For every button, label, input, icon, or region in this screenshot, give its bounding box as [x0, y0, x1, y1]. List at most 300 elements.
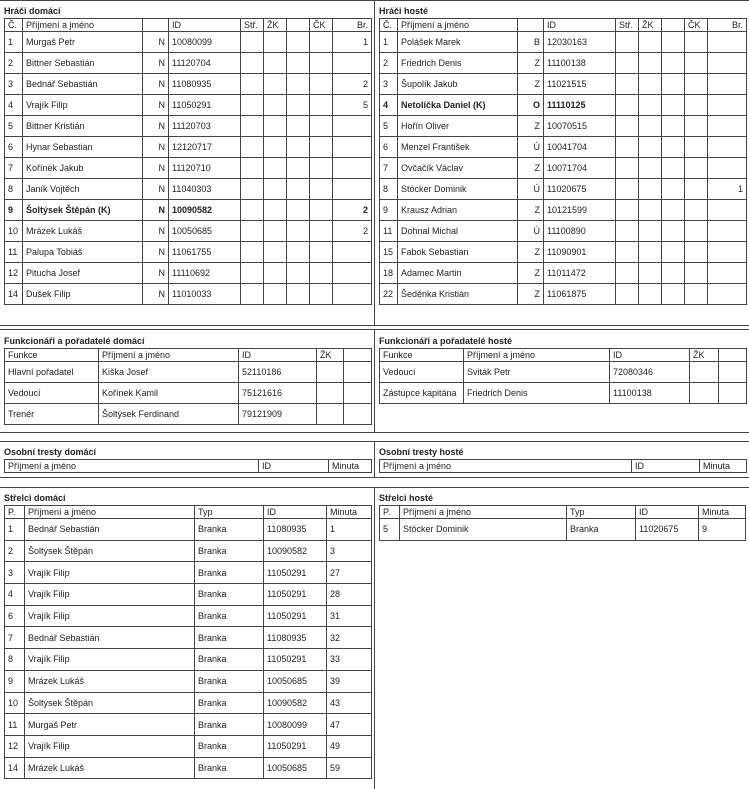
home-players-title: Hráči domácí	[4, 6, 61, 16]
cell-substitution	[241, 158, 264, 179]
player-position: Z	[518, 53, 544, 74]
table-header-row	[380, 349, 747, 362]
cell-red-card	[310, 179, 333, 200]
cell-yellow-card-2	[287, 284, 310, 305]
col-header: Příjmení a jméno	[400, 506, 567, 519]
player-number: 6	[380, 137, 398, 158]
table-row	[5, 53, 372, 74]
col-header: ID	[544, 19, 616, 32]
scorer-id: 11020675	[636, 519, 699, 541]
goal-type: Branka	[195, 692, 264, 714]
player-name: Murgaš Petr	[23, 32, 143, 53]
table-row	[380, 32, 747, 53]
home-scorers-title: Střelci domácí	[4, 493, 66, 503]
cell-substitution	[616, 158, 639, 179]
player-id: 10041704	[544, 137, 616, 158]
cell-red-card	[685, 158, 708, 179]
player-number: 10	[5, 221, 23, 242]
scorer-name: Mrázek Lukáš	[25, 757, 195, 779]
col-header	[143, 19, 169, 32]
col-header: ID	[610, 349, 690, 362]
player-name: Palupa Tobiáš	[23, 242, 143, 263]
cell-yellow-card	[317, 362, 344, 383]
cell-yellow-card-2	[662, 95, 685, 116]
home-players-body	[5, 32, 372, 305]
player-id: 10070515	[544, 116, 616, 137]
player-id: 10050685	[169, 221, 241, 242]
table-row	[5, 137, 372, 158]
col-header: ŽK	[639, 19, 662, 32]
col-header: Příjmení a jméno	[99, 349, 239, 362]
table-row	[380, 284, 747, 305]
home-players-section	[4, 5, 372, 305]
col-header: Stř.	[616, 19, 639, 32]
goal-type: Branka	[195, 714, 264, 736]
cell-yellow-card	[639, 179, 662, 200]
player-goals	[333, 284, 372, 305]
goal-minute: 49	[327, 735, 372, 757]
away-penalties-section	[379, 446, 747, 473]
player-number: 3	[380, 74, 398, 95]
player-goals	[708, 263, 747, 284]
player-id: 12120717	[169, 137, 241, 158]
cell-substitution	[616, 179, 639, 200]
cell-yellow-card-2	[662, 179, 685, 200]
cell-extra	[719, 383, 747, 404]
cell-red-card	[685, 137, 708, 158]
scorer-id: 11050291	[264, 735, 327, 757]
cell-red-card	[685, 284, 708, 305]
table-row	[380, 53, 747, 74]
scorer-id: 11050291	[264, 649, 327, 671]
cell-substitution	[241, 95, 264, 116]
cell-yellow-card-2	[287, 263, 310, 284]
player-number: 7	[380, 158, 398, 179]
player-id: 11090901	[544, 242, 616, 263]
player-goals	[333, 53, 372, 74]
table-row	[5, 735, 372, 757]
cell-yellow-card-2	[287, 179, 310, 200]
goal-minute: 1	[327, 519, 372, 541]
player-position: Z	[518, 284, 544, 305]
home-penalties-title: Osobní tresty domácí	[4, 447, 97, 457]
cell-yellow-card	[264, 221, 287, 242]
table-row	[5, 284, 372, 305]
cell-yellow-card	[690, 383, 719, 404]
col-header: Příjmení a jméno	[25, 506, 195, 519]
player-goals	[333, 116, 372, 137]
goal-minute: 3	[327, 540, 372, 562]
cell-red-card	[310, 137, 333, 158]
goal-type: Branka	[195, 562, 264, 584]
player-number: 5	[380, 116, 398, 137]
player-id: 11120704	[169, 53, 241, 74]
player-name: Hořín Oliver	[398, 116, 518, 137]
cell-yellow-card-2	[662, 200, 685, 221]
scorer-name: Vrajík Filip	[25, 735, 195, 757]
player-number: 4	[380, 95, 398, 116]
cell-yellow-card	[264, 95, 287, 116]
cell-red-card	[310, 284, 333, 305]
player-goals: 2	[333, 221, 372, 242]
away-players-body	[380, 32, 747, 305]
cell-yellow-card	[264, 158, 287, 179]
table-row	[5, 179, 372, 200]
goal-order: 5	[380, 519, 400, 541]
cell-yellow-card-2	[662, 32, 685, 53]
player-number: 7	[5, 158, 23, 179]
player-position: N	[143, 200, 169, 221]
player-number: 6	[5, 137, 23, 158]
player-id: 11061875	[544, 284, 616, 305]
cell-red-card	[685, 200, 708, 221]
column-divider	[374, 441, 375, 477]
player-name: Janík Vojtěch	[23, 179, 143, 200]
player-number: 11	[380, 221, 398, 242]
player-goals	[708, 242, 747, 263]
frame-line	[0, 477, 749, 478]
table-header-row	[5, 349, 372, 362]
table-row	[5, 519, 372, 541]
col-header: Minuta	[329, 460, 372, 473]
cell-red-card	[310, 263, 333, 284]
player-id: 11061755	[169, 242, 241, 263]
player-position: N	[143, 116, 169, 137]
player-id: 11120703	[169, 116, 241, 137]
goal-minute: 43	[327, 692, 372, 714]
cell-yellow-card	[264, 53, 287, 74]
player-number: 8	[380, 179, 398, 200]
cell-yellow-card	[264, 179, 287, 200]
cell-yellow-card	[639, 95, 662, 116]
goal-order: 10	[5, 692, 25, 714]
cell-yellow-card-2	[287, 74, 310, 95]
goal-order: 3	[5, 562, 25, 584]
cell-red-card	[685, 95, 708, 116]
cell-substitution	[616, 137, 639, 158]
goal-type: Branka	[195, 649, 264, 671]
table-row	[5, 562, 372, 584]
player-number: 8	[5, 179, 23, 200]
cell-substitution	[241, 200, 264, 221]
col-header: Příjmení a jméno	[5, 460, 259, 473]
player-id: 11080935	[169, 74, 241, 95]
cell-red-card	[310, 95, 333, 116]
player-position: N	[143, 74, 169, 95]
away-players-title: Hráči hosté	[379, 6, 429, 16]
cell-yellow-card	[639, 284, 662, 305]
away-scorers-title: Střelci hosté	[379, 493, 434, 503]
player-position: O	[518, 95, 544, 116]
scorer-name: Šoltýsek Štěpán	[25, 692, 195, 714]
player-position: N	[143, 158, 169, 179]
table-row	[5, 670, 372, 692]
player-position: Z	[518, 242, 544, 263]
cell-red-card	[685, 221, 708, 242]
player-name: Dohnal Michal	[398, 221, 518, 242]
cell-yellow-card-2	[662, 74, 685, 95]
table-row	[5, 627, 372, 649]
cell-yellow-card	[639, 137, 662, 158]
home-officials-table	[4, 348, 372, 425]
home-scorers-body	[5, 519, 372, 779]
player-number: 11	[5, 242, 23, 263]
home-penalties-section	[4, 446, 372, 473]
player-id: 11050291	[169, 95, 241, 116]
goal-type: Branka	[195, 540, 264, 562]
player-name: Šupolík Jakub	[398, 74, 518, 95]
home-penalties-table	[4, 459, 372, 473]
col-header: Příjmení a jméno	[398, 19, 518, 32]
scorer-id: 10050685	[264, 757, 327, 779]
player-name: Šeděnka Kristián	[398, 284, 518, 305]
cell-substitution	[241, 32, 264, 53]
player-id: 12030163	[544, 32, 616, 53]
col-header: ŽK	[690, 349, 719, 362]
player-name: Bittner Sebastián	[23, 53, 143, 74]
col-header: ČK	[685, 19, 708, 32]
col-header: ČK	[310, 19, 333, 32]
official-id: 75121616	[239, 383, 317, 404]
cell-substitution	[616, 263, 639, 284]
cell-yellow-card	[264, 284, 287, 305]
player-id: 11100138	[544, 53, 616, 74]
player-id: 10121599	[544, 200, 616, 221]
player-number: 1	[380, 32, 398, 53]
player-position: Z	[518, 74, 544, 95]
table-row	[380, 519, 746, 541]
official-role: Vedoucí	[380, 362, 464, 383]
col-header	[719, 349, 747, 362]
col-header: ID	[636, 506, 699, 519]
goal-order: 14	[5, 757, 25, 779]
player-goals	[708, 53, 747, 74]
cell-yellow-card	[264, 116, 287, 137]
player-number: 2	[380, 53, 398, 74]
cell-yellow-card-2	[662, 221, 685, 242]
cell-red-card	[310, 158, 333, 179]
player-name: Pitucha Josef	[23, 263, 143, 284]
home-scorers-table	[4, 505, 372, 779]
official-name: Friedrich Denis	[464, 383, 610, 404]
official-name: Kořínek Kamil	[99, 383, 239, 404]
table-header-row	[5, 19, 372, 32]
cell-red-card	[685, 32, 708, 53]
goal-minute: 59	[327, 757, 372, 779]
away-scorers-section	[379, 492, 746, 541]
player-name: Polášek Marek	[398, 32, 518, 53]
col-header: Příjmení a jméno	[23, 19, 143, 32]
cell-yellow-card	[639, 32, 662, 53]
goal-minute: 27	[327, 562, 372, 584]
scorer-name: Murgaš Petr	[25, 714, 195, 736]
player-position: B	[518, 32, 544, 53]
cell-red-card	[685, 53, 708, 74]
player-goals: 1	[708, 179, 747, 200]
table-header-row	[5, 460, 372, 473]
cell-substitution	[241, 116, 264, 137]
player-number: 9	[380, 200, 398, 221]
col-header: P.	[5, 506, 25, 519]
scorer-id: 10090582	[264, 692, 327, 714]
col-header: ID	[259, 460, 329, 473]
player-id: 11110692	[169, 263, 241, 284]
player-position: Ú	[518, 179, 544, 200]
player-id: 11120710	[169, 158, 241, 179]
player-id: 11010033	[169, 284, 241, 305]
table-header-row	[380, 506, 746, 519]
goal-minute: 47	[327, 714, 372, 736]
cell-substitution	[241, 74, 264, 95]
cell-yellow-card	[639, 263, 662, 284]
cell-yellow-card	[639, 200, 662, 221]
player-number: 22	[380, 284, 398, 305]
official-role: Trenér	[5, 404, 99, 425]
player-position: Ú	[518, 221, 544, 242]
cell-red-card	[310, 53, 333, 74]
col-header: Č.	[5, 19, 23, 32]
official-id: 52110186	[239, 362, 317, 383]
table-row	[380, 95, 747, 116]
player-number: 2	[5, 53, 23, 74]
player-goals	[333, 242, 372, 263]
player-goals	[708, 284, 747, 305]
table-row	[380, 221, 747, 242]
home-players-table	[4, 18, 372, 305]
table-row	[5, 95, 372, 116]
player-name: Friedrich Denis	[398, 53, 518, 74]
col-header: Č.	[380, 19, 398, 32]
cell-yellow-card-2	[287, 242, 310, 263]
cell-red-card	[310, 74, 333, 95]
table-row	[5, 540, 372, 562]
official-role: Zástupce kapitána	[380, 383, 464, 404]
col-header: Br.	[333, 19, 372, 32]
player-position: N	[143, 263, 169, 284]
cell-yellow-card-2	[662, 137, 685, 158]
player-name: Kořínek Jakub	[23, 158, 143, 179]
table-row	[380, 362, 747, 383]
player-name: Šoltýsek Štěpán (K)	[23, 200, 143, 221]
cell-red-card	[310, 200, 333, 221]
player-position: N	[143, 284, 169, 305]
col-header: ŽK	[264, 19, 287, 32]
table-row	[380, 74, 747, 95]
cell-yellow-card-2	[662, 263, 685, 284]
player-position: N	[143, 137, 169, 158]
cell-extra	[719, 362, 747, 383]
col-header	[662, 19, 685, 32]
table-header-row	[380, 19, 747, 32]
table-row	[5, 32, 372, 53]
table-row	[5, 242, 372, 263]
player-goals	[333, 158, 372, 179]
cell-yellow-card	[264, 32, 287, 53]
official-id: 11100138	[610, 383, 690, 404]
official-name: Šoltýsek Ferdinand	[99, 404, 239, 425]
cell-yellow-card-2	[287, 116, 310, 137]
table-row	[5, 649, 372, 671]
col-header: Stř.	[241, 19, 264, 32]
player-position: Z	[518, 158, 544, 179]
goal-type: Branka	[195, 627, 264, 649]
player-position: N	[143, 53, 169, 74]
table-row	[5, 158, 372, 179]
frame-line	[0, 432, 749, 433]
scorer-name: Šoltýsek Štěpán	[25, 540, 195, 562]
player-id: 11110125	[544, 95, 616, 116]
player-goals	[708, 221, 747, 242]
player-name: Bittner Kristián	[23, 116, 143, 137]
cell-red-card	[685, 242, 708, 263]
cell-yellow-card	[264, 74, 287, 95]
cell-substitution	[241, 263, 264, 284]
scorer-id: 11080935	[264, 627, 327, 649]
away-officials-table	[379, 348, 747, 404]
player-goals	[708, 95, 747, 116]
goal-minute: 32	[327, 627, 372, 649]
col-header: Příjmení a jméno	[380, 460, 632, 473]
col-header: ID	[632, 460, 700, 473]
cell-red-card	[685, 179, 708, 200]
goal-minute: 39	[327, 670, 372, 692]
official-role: Hlavní pořadatel	[5, 362, 99, 383]
goal-order: 4	[5, 584, 25, 606]
table-row	[5, 200, 372, 221]
official-id: 79121909	[239, 404, 317, 425]
cell-yellow-card-2	[287, 221, 310, 242]
cell-yellow-card	[317, 404, 344, 425]
player-position: N	[143, 32, 169, 53]
table-row	[5, 74, 372, 95]
cell-yellow-card	[264, 200, 287, 221]
goal-order: 1	[5, 519, 25, 541]
col-header	[518, 19, 544, 32]
table-row	[5, 404, 372, 425]
cell-yellow-card-2	[662, 284, 685, 305]
player-name: Bednář Sebastián	[23, 74, 143, 95]
player-name: Vrajík Filip	[23, 95, 143, 116]
player-name: Fabok Sebastian	[398, 242, 518, 263]
home-officials-body	[5, 362, 372, 425]
cell-red-card	[310, 32, 333, 53]
player-goals: 1	[333, 32, 372, 53]
away-penalties-title: Osobní tresty hosté	[379, 447, 464, 457]
goal-minute: 31	[327, 605, 372, 627]
cell-red-card	[310, 242, 333, 263]
official-name: Sviták Petr	[464, 362, 610, 383]
official-name: Kiška Josef	[99, 362, 239, 383]
goal-type: Branka	[195, 735, 264, 757]
scorer-id: 11050291	[264, 562, 327, 584]
col-header: ID	[169, 19, 241, 32]
cell-yellow-card-2	[662, 53, 685, 74]
col-header: Br.	[708, 19, 747, 32]
player-name: Menzel František	[398, 137, 518, 158]
col-header: Funkce	[380, 349, 464, 362]
table-row	[380, 200, 747, 221]
table-row	[5, 116, 372, 137]
player-id: 11020675	[544, 179, 616, 200]
col-header: Minuta	[699, 506, 746, 519]
goal-order: 9	[5, 670, 25, 692]
goal-type: Branka	[195, 584, 264, 606]
table-row	[5, 362, 372, 383]
cell-substitution	[616, 242, 639, 263]
cell-yellow-card	[264, 242, 287, 263]
player-goals: 2	[333, 74, 372, 95]
scorer-id: 11050291	[264, 584, 327, 606]
